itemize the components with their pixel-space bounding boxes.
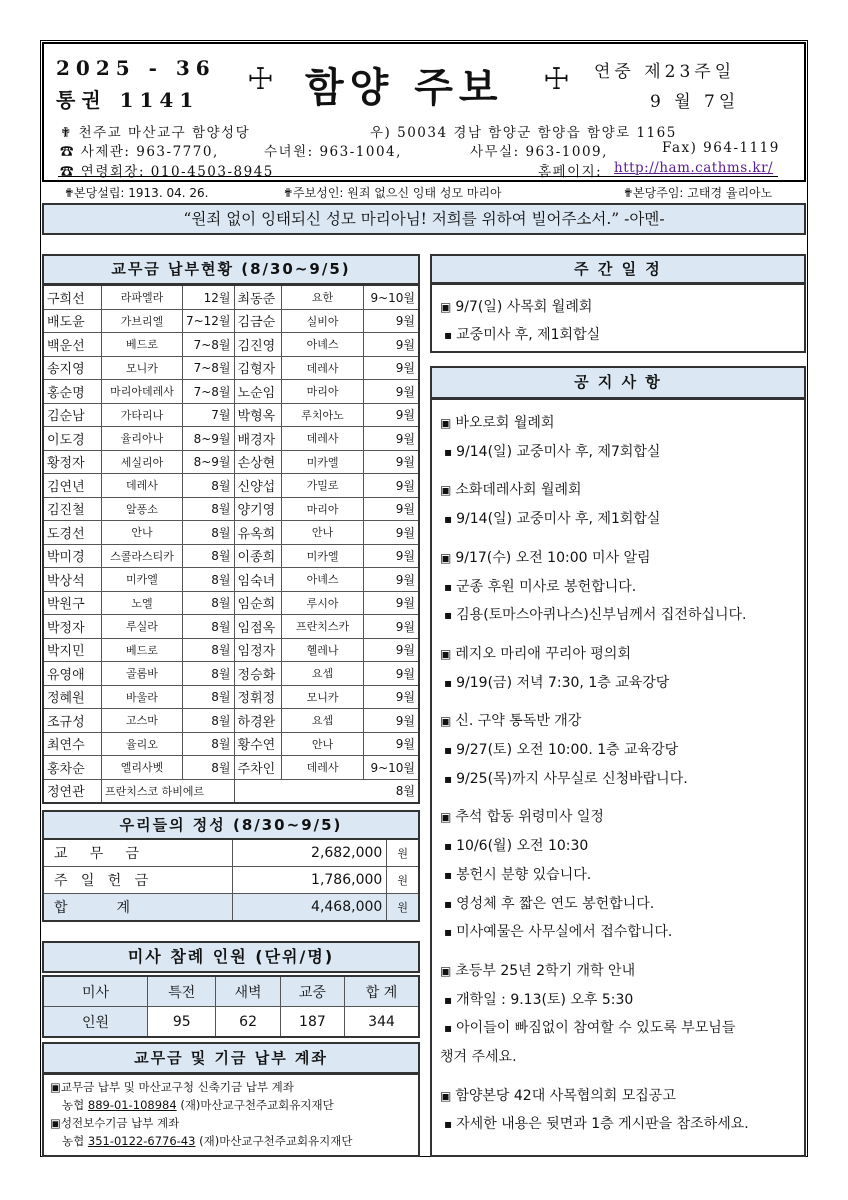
member-name: 황수연 [234,732,282,756]
notice-sub-text: 챙겨 주세요. [440,1049,517,1065]
baptismal-name: 미카엘 [282,544,364,568]
baptismal-name: 라파엘라 [102,285,183,309]
notice-head: 초등부 25년 2학기 개학 안내 [455,962,636,979]
baptismal-name: 율리오 [102,732,183,756]
bullet-icon: ▪ [444,328,453,342]
dues-row [43,521,419,545]
member-name: 하경완 [234,709,282,733]
paid-months: 8월 [182,591,234,615]
baptismal-name: 실비아 [282,309,364,333]
homepage-label: 홈페이지: [538,164,603,180]
notice-sub-text: 군종 후원 미사로 봉헌합니다. [456,578,637,595]
dues-row [43,356,419,380]
baptismal-name: 미카엘 [102,568,183,592]
notice-head: 레지오 마리애 꾸리아 평의회 [455,645,631,662]
offering-unit: 원 [387,867,419,894]
attendance-row [43,1007,419,1038]
baptismal-name: 데레사 [282,756,364,780]
baptismal-name: 가밀로 [282,474,364,498]
schedule-sub [444,324,600,344]
issue-year: 2025 - 36 [56,56,216,80]
paid-months: 12월 [182,285,234,309]
dues-row [43,685,419,709]
notice-sub-text: 9/25(목)까지 사무실로 신청바랍니다. [456,770,688,787]
member-name: 배경자 [234,427,282,451]
paid-months: 7~8월 [182,356,234,380]
member-name: 구희선 [43,285,102,309]
notice-sub [444,739,678,759]
attendance-value: 344 [345,1007,419,1038]
baptismal-name: 마리아 [282,380,364,404]
paid-months: 9월 [363,309,419,333]
parish-name: ✟ 천주교 마산교구 함양성당 [60,125,251,141]
fax-number: Fax) 964-1119 [662,140,780,156]
baptismal-name: 가브리엘 [102,309,183,333]
baptismal-name: 아녜스 [282,568,364,592]
dues-row [43,380,419,404]
bullet-icon: ▪ [444,1117,453,1132]
bullet-icon: ▪ [444,608,453,623]
paid-months: 7~8월 [182,333,234,357]
notice-item [440,1085,676,1105]
member-name: 김순남 [43,403,102,427]
notice-sub-text: 아이들이 빠짐없이 참여할 수 있도록 부모님들 [456,1020,736,1037]
notice-sub [444,893,654,913]
baptismal-name: 마리아 [282,497,364,521]
account-number[interactable]: 889-01-108984 [87,1098,177,1112]
member-name: 홍순명 [43,380,102,404]
paid-months: 9~10월 [363,756,419,780]
bullet-icon: ▪ [444,512,453,527]
repair-account [62,1133,353,1149]
checkbox-icon: ▣ [440,714,452,729]
baptismal-name: 아녜스 [282,333,364,357]
attendance-label: 인원 [43,1007,148,1038]
pastor-name: ✟본당주임: 고태경 율리아노 [623,186,773,200]
dues-row [43,497,419,521]
member-name: 도경선 [43,521,102,545]
header-divider [58,176,778,177]
notice-head: 신. 구약 통독반 개강 [455,713,582,730]
offering-amount: 1,786,000 [232,867,387,894]
member-name: 김금순 [234,309,282,333]
notice-sub-text: 개학일 : 9.13(토) 오후 5:30 [456,991,634,1008]
member-name: 주차인 [234,756,282,780]
rectory-phone: ☎ 사제관: 963-7770, [60,144,219,160]
member-name: 정휘정 [234,685,282,709]
member-name: 김연년 [43,474,102,498]
dues-title: 교무금 납부현황 (8/30~9/5) [42,254,420,285]
attendance-value: 95 [148,1007,216,1038]
member-name: 최동준 [234,285,282,309]
notice-sub [444,768,688,788]
baptismal-name: 요한 [282,285,364,309]
baptismal-name: 헬레나 [282,638,364,662]
paid-months: 8월 [234,779,419,803]
bullet-icon: ▪ [444,444,453,459]
paid-months: 8~9월 [182,427,234,451]
baptismal-name: 안나 [102,521,183,545]
member-name: 임점옥 [234,615,282,639]
bank-name: 농협 [62,1134,88,1148]
baptismal-name: 루시아 [282,591,364,615]
member-name: 황정자 [43,450,102,474]
paid-months: 8~9월 [182,450,234,474]
dues-row [43,427,419,451]
notice-sub-text: 9/14(일) 교중미사 후, 제7회합실 [456,443,661,460]
offering-label: 주 일 헌 금 [43,867,232,894]
bulletin-date: 9 월 7일 [650,92,740,112]
cross-icon: ☩ [247,62,274,97]
paid-months: 9월 [363,450,419,474]
schedule-sub-text: 교중미사 후, 제1회합실 [456,327,601,343]
member-name: 최연수 [43,732,102,756]
member-name: 김진철 [43,497,102,521]
paid-months: 9~10월 [363,285,419,309]
patron-saint: ✟주보성인: 원죄 없으신 잉태 성모 마리아 [283,186,502,200]
notice-sub [444,864,591,884]
offering-total-row [43,894,419,922]
offering-row [43,867,419,894]
baptismal-name: 프란치스코 하비에르 [102,779,234,803]
attendance-header: 교중 [280,976,344,1007]
baptismal-name: 스콜라스티카 [102,544,183,568]
notice-sub [444,672,669,692]
paid-months: 7~8월 [182,380,234,404]
notice-item [440,960,635,980]
baptismal-name: 골롬바 [102,662,183,686]
baptismal-name: 가타리나 [102,403,183,427]
baptismal-name: 요셉 [282,662,364,686]
notice-sub-text: 김용(토마스아퀴나스)신부님께서 집전하십니다. [456,607,747,624]
attendance-title: 미사 참례 인원 (단위/명) [42,941,420,973]
notice-sub [444,835,588,855]
notices-title: 공 지 사 항 [430,366,806,399]
notice-sub-text: 10/6(월) 오전 10:30 [456,838,589,855]
notice-head: 9/17(수) 오전 10:00 미사 알림 [455,549,651,566]
paid-months: 9월 [363,709,419,733]
notice-sub [444,508,660,528]
account-holder: (재)마산교구천주교회유지재단 [176,1098,334,1112]
paid-months: 9월 [363,356,419,380]
offering-row [43,839,419,867]
checkbox-icon: ▣ [440,416,452,430]
member-name: 박미경 [43,544,102,568]
notice-sub-text: 9/27(토) 오전 10:00. 1층 교육강당 [456,742,679,758]
dues-row [43,662,419,686]
notice-head: 바오로회 월례회 [455,415,555,431]
paid-months: 8월 [182,474,234,498]
member-name: 유영애 [43,662,102,686]
bullet-icon: ▪ [444,771,453,786]
convent-phone: 수녀원: 963-1004, [264,144,402,160]
member-name: 송지영 [43,356,102,380]
offering-label: 교 무 금 [43,839,232,867]
paid-months: 9월 [363,403,419,427]
notice-item [440,710,581,730]
notice-sub-text: 9/19(금) 저녁 7:30, 1층 교육강당 [456,674,670,691]
paid-months: 8월 [182,638,234,662]
paid-months: 9월 [363,544,419,568]
offering-title: 우리들의 정성 (8/30~9/5) [42,810,420,840]
member-name: 이종희 [234,544,282,568]
paid-months: 8월 [182,709,234,733]
checkbox-icon: ▣ [440,963,452,978]
bullet-icon: ▪ [444,867,453,882]
paid-months: 9월 [363,474,419,498]
dues-row [43,615,419,639]
bullet-icon: ▪ [444,675,453,690]
bullet-icon: ▪ [444,925,453,940]
member-name: 노순임 [234,380,282,404]
paid-months: 8월 [182,544,234,568]
dues-row [43,450,419,474]
dues-row [43,403,419,427]
baptismal-name: 알퐁소 [102,497,183,521]
prayer-banner: “원죄 없이 잉태되신 성모 마리아님! 저희를 위하여 빌어주소서.” -아멘- [42,203,806,235]
checkbox-icon: ▣ [440,810,452,825]
checkbox-icon: ▣ [440,1088,452,1103]
member-name: 배도윤 [43,309,102,333]
paid-months: 9월 [363,521,419,545]
member-name: 홍차순 [43,756,102,780]
baptismal-name: 안나 [282,521,364,545]
notice-sub [444,576,636,596]
offering-unit: 원 [387,839,419,867]
parish-address: 우) 50034 경남 함양군 함양읍 함양로 1165 [370,125,677,141]
paid-months: 8월 [182,615,234,639]
notice-item [440,547,651,567]
notice-sub [444,441,660,461]
member-name: 김형자 [234,356,282,380]
dues-row [43,638,419,662]
dues-table [42,284,420,804]
bullet-icon: ▪ [444,579,453,594]
paid-months: 7~12월 [182,309,234,333]
homepage-link[interactable]: http://ham.cathms.kr/ [614,160,774,176]
baptismal-name: 모니카 [282,685,364,709]
bullet-icon: ▪ [444,1021,453,1036]
notice-head: 소화데레사회 월례회 [455,482,582,499]
repair-account-label: ▣성전보수기금 납부 계좌 [50,1116,180,1130]
dues-account [62,1097,334,1113]
paid-months: 8월 [182,568,234,592]
paid-months: 9월 [363,615,419,639]
member-name: 신양섭 [234,474,282,498]
member-name: 임순희 [234,591,282,615]
bullet-icon: ▪ [444,896,453,911]
paid-months: 8월 [182,521,234,545]
offering-unit: 원 [387,894,419,922]
baptismal-name: 프란치스카 [282,615,364,639]
checkbox-icon: ▣ [440,300,452,314]
member-name: 박원구 [43,591,102,615]
baptismal-name: 안나 [282,732,364,756]
notice-item [440,806,604,826]
founded-date: ✟본당설립: 1913. 04. 26. [64,186,209,200]
paid-months: 7월 [182,403,234,427]
office-phone: 사무실: 963-1009, [470,144,608,160]
paid-months: 9월 [363,685,419,709]
member-name: 손상현 [234,450,282,474]
offering-amount: 4,468,000 [232,894,387,922]
schedule-item [440,296,592,316]
dues-row [43,568,419,592]
notice-head: 함양본당 42대 사목협의회 모집공고 [455,1087,676,1104]
notice-item [440,643,631,663]
paid-months: 9월 [363,662,419,686]
paid-months: 9월 [363,427,419,451]
bulletin-title: 함양 주보 [305,64,504,111]
issue-number: 통권 1141 [56,88,200,112]
notice-sub-text: 9/14(일) 교중미사 후, 제1회합실 [456,511,661,528]
paid-months: 8월 [182,732,234,756]
dues-row [43,779,419,803]
member-name: 유옥희 [234,521,282,545]
paid-months: 9월 [363,568,419,592]
baptismal-name: 데레사 [102,474,183,498]
attendance-header-row [43,976,419,1007]
member-name: 조규성 [43,709,102,733]
baptismal-name: 마리아데레사 [102,380,183,404]
account-number[interactable]: 351-0122-6776-43 [87,1134,196,1148]
attendance-value: 62 [216,1007,280,1038]
member-name: 정혜원 [43,685,102,709]
baptismal-name: 베드로 [102,638,183,662]
baptismal-name: 모니카 [102,356,183,380]
account-holder: (재)마산교구천주교회유지재단 [195,1134,353,1148]
member-name: 임숙녀 [234,568,282,592]
baptismal-name: 율리아나 [102,427,183,451]
baptismal-name: 루실라 [102,615,183,639]
notice-sub [444,921,672,941]
member-name: 박상석 [43,568,102,592]
schedule-title: 주 간 일 정 [430,254,806,284]
member-name: 임정자 [234,638,282,662]
baptismal-name: 요셉 [282,709,364,733]
schedule-item-head: 9/7(일) 사목회 월례회 [455,299,593,315]
baptismal-name: 데레사 [282,356,364,380]
paid-months: 8월 [182,662,234,686]
bank-name: 농협 [62,1098,88,1112]
baptismal-name: 세실리아 [102,450,183,474]
dues-row [43,474,419,498]
dues-row [43,309,419,333]
notice-sub [444,989,633,1009]
checkbox-icon: ▣ [440,550,452,565]
checkbox-icon: ▣ [440,646,452,661]
baptismal-name: 고스마 [102,709,183,733]
member-name: 김진영 [234,333,282,357]
notice-item [440,412,554,432]
bullet-icon: ▪ [444,992,453,1007]
checkbox-icon: ▣ [440,483,452,498]
liturgical-week: 연중 제23주일 [594,62,736,82]
dues-account-label: ▣교무금 납부 및 마산교구청 신축기금 납부 계좌 [50,1080,294,1094]
member-name: 박정자 [43,615,102,639]
dues-row [43,544,419,568]
member-name: 박형옥 [234,403,282,427]
paid-months: 9월 [363,380,419,404]
dues-row [43,333,419,357]
paid-months: 8월 [182,756,234,780]
attendance-table [42,975,420,1038]
bullet-icon: ▪ [444,839,453,854]
baptismal-name: 데레사 [282,427,364,451]
paid-months: 9월 [363,333,419,357]
paid-months: 8월 [182,685,234,709]
member-name: 이도경 [43,427,102,451]
notice-sub [444,604,746,624]
attendance-header: 새벽 [216,976,280,1007]
cross-icon: ☩ [543,62,570,97]
funeral-chair-phone: ☎ 연령회장: 010-4503-8945 [60,164,274,180]
bullet-icon: ▪ [444,743,453,757]
baptismal-name: 바울라 [102,685,183,709]
attendance-header: 특전 [148,976,216,1007]
member-name: 박지민 [43,638,102,662]
baptismal-name: 노엘 [102,591,183,615]
offering-table [42,838,420,922]
attendance-header: 합 계 [345,976,419,1007]
offering-label: 합 계 [43,894,232,922]
baptismal-name: 루치아노 [282,403,364,427]
notice-head: 추석 합동 위령미사 일정 [455,809,604,826]
baptismal-name: 엘리사벳 [102,756,183,780]
notice-sub [444,1017,735,1037]
paid-months: 9월 [363,497,419,521]
attendance-value: 187 [280,1007,344,1038]
member-name: 백운선 [43,333,102,357]
dues-row [43,591,419,615]
dues-row [43,709,419,733]
notice-item [440,479,582,499]
paid-months: 9월 [363,591,419,615]
attendance-header: 미사 [43,976,148,1007]
dues-row [43,732,419,756]
notice-sub-text: 미사예물은 사무실에서 접수합니다. [456,924,673,941]
notice-sub-text: 자세한 내용은 뒷면과 1층 게시판을 참조하세요. [456,1116,749,1133]
member-name: 정승화 [234,662,282,686]
dues-row [43,285,419,309]
paid-months: 8월 [182,497,234,521]
paid-months: 9월 [363,638,419,662]
notice-sub-text: 영성체 후 짧은 연도 봉헌합니다. [456,895,655,912]
member-name: 정연관 [43,779,102,803]
offering-amount: 2,682,000 [232,839,387,867]
accounts-title: 교무금 및 기금 납부 계좌 [42,1042,420,1074]
notice-sub [444,1113,749,1133]
dues-row [43,756,419,780]
notice-sub-text: 봉헌시 분향 있습니다. [456,866,592,883]
baptismal-name: 베드로 [102,333,183,357]
paid-months: 9월 [363,732,419,756]
member-name: 양기영 [234,497,282,521]
baptismal-name: 미카엘 [282,450,364,474]
